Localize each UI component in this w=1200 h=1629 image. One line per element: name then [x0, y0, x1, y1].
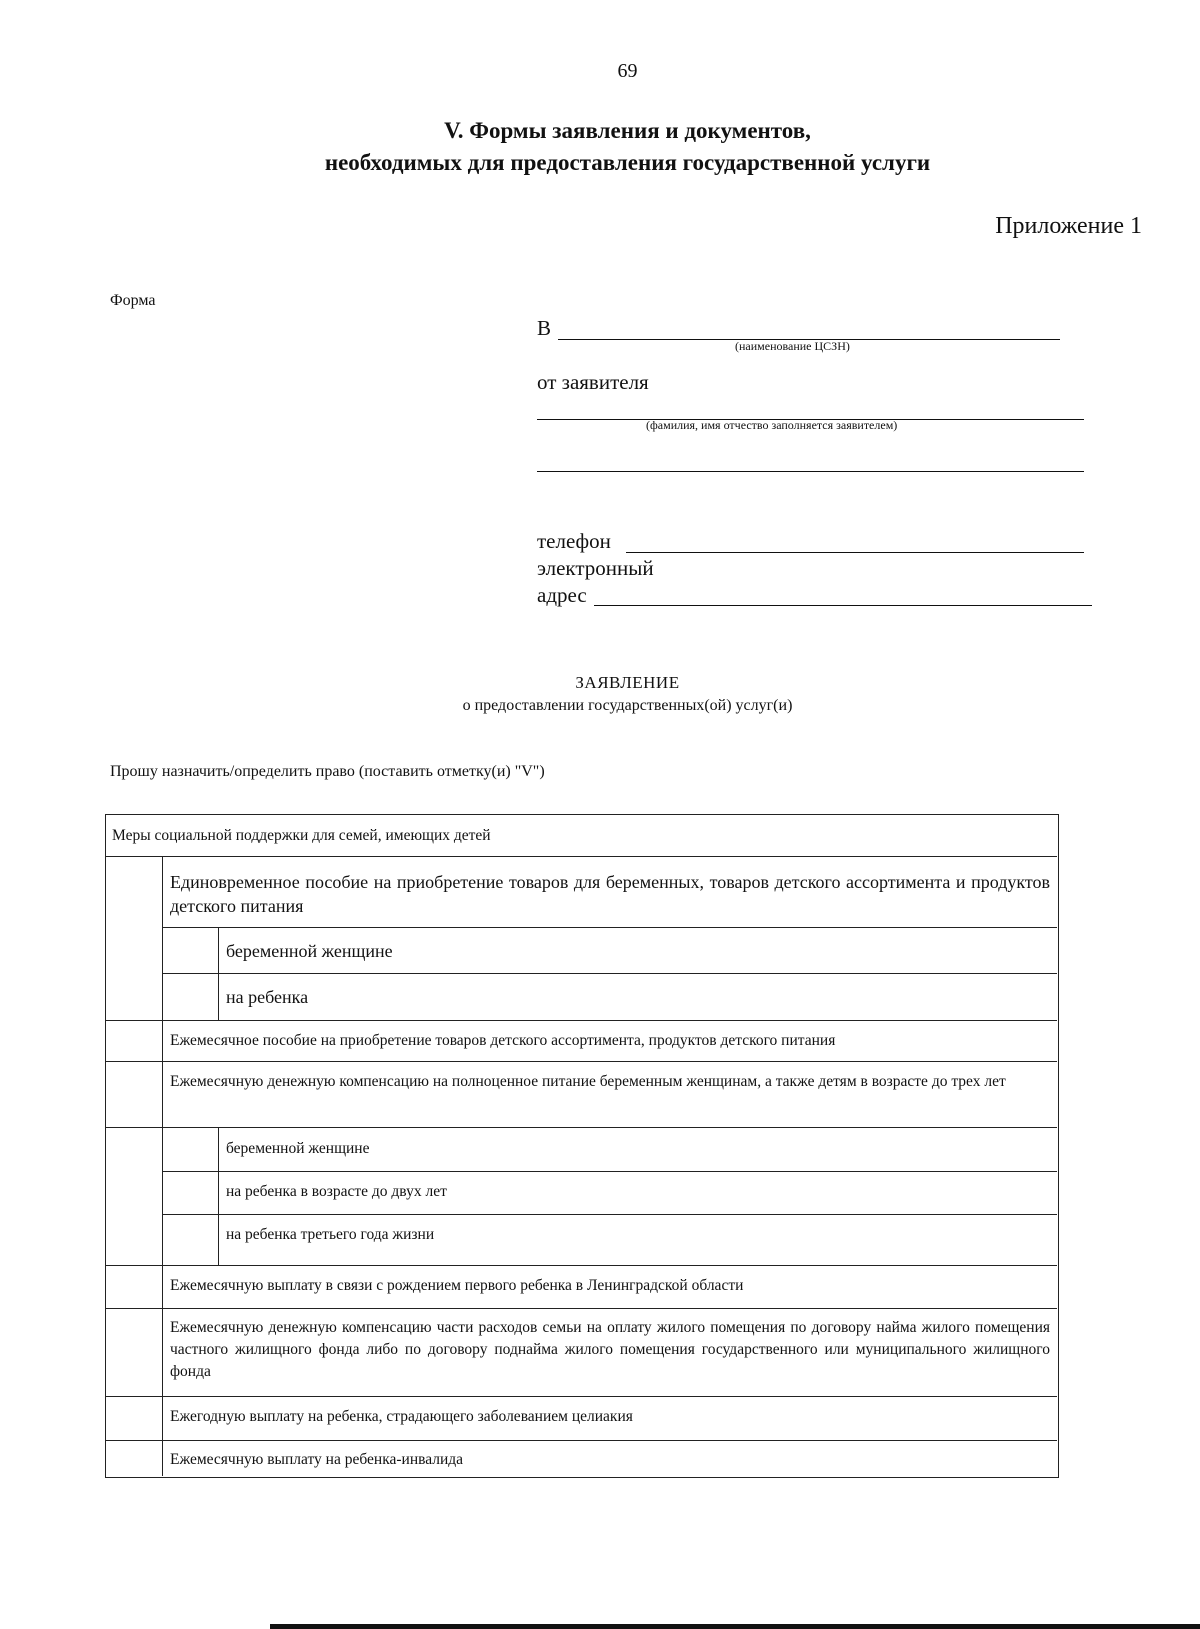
nutrition-under-two-label: на ребенка в возрасте до двух лет	[226, 1183, 447, 1200]
phone-field[interactable]	[626, 552, 1084, 553]
table-header: Меры социальной поддержки для семей, имеющих детей	[112, 827, 491, 844]
checkbox-housing-compensation[interactable]	[106, 1308, 162, 1396]
row-divider	[106, 1265, 1057, 1266]
checkbox-nutrition-compensation[interactable]	[106, 1061, 162, 1265]
to-prefix: В	[537, 316, 552, 340]
row-divider	[106, 1308, 1057, 1309]
support-measures-table	[105, 814, 1059, 1478]
housing-compensation-label: Ежемесячную денежную компенсацию части расходов семьи на оплату жилого помещения по договору найма жилого помещения частного жилищного фонда либо по договору поднайма жилого помещения государственного или муниципального жилищного фонда	[170, 1319, 1050, 1380]
form-label: Форма	[110, 292, 156, 309]
checkbox-monthly-allowance[interactable]	[106, 1020, 162, 1061]
statement-subtitle: о предоставлении государственных(ой) услуг(и)	[462, 697, 793, 714]
row-divider	[106, 1396, 1057, 1397]
checkbox-one-time-child[interactable]	[162, 973, 218, 1020]
email-label-line-1: электронный	[537, 556, 654, 580]
first-child-payment-label: Ежемесячную выплату в связи с рождением первого ребенка в Ленинградской области	[170, 1277, 744, 1294]
one-time-pregnant-label: беременной женщине	[226, 941, 393, 961]
checkbox-disabled-child-payment[interactable]	[106, 1440, 162, 1476]
request-text: Прошу назначить/определить право (поставить отметку(и) "V")	[110, 763, 545, 780]
to-caption: (наименование ЦСЗН)	[735, 339, 850, 353]
row-divider	[106, 856, 1057, 857]
from-caption: (фамилия, имя отчество заполняется заявителем)	[646, 418, 898, 432]
one-time-child-label: на ребенка	[226, 987, 309, 1007]
section-title-line-1: V. Формы заявления и документов,	[444, 118, 811, 143]
sub-checkbox-divider	[218, 927, 219, 1020]
row-divider	[106, 1440, 1057, 1441]
checkbox-nutrition-third-year[interactable]	[162, 1214, 218, 1265]
appendix-label: Приложение 1	[995, 213, 1142, 239]
nutrition-third-year-label: на ребенка третьего года жизни	[226, 1226, 435, 1243]
disabled-child-payment-label: Ежемесячную выплату на ребенка-инвалида	[170, 1451, 464, 1468]
sub-checkbox-divider	[218, 1127, 219, 1265]
email-label-line-2: адрес	[537, 583, 587, 607]
row-divider	[162, 927, 1057, 928]
row-divider	[162, 1171, 1057, 1172]
from-label: от заявителя	[537, 370, 649, 394]
section-title-line-2: необходимых для предоставления государственной услуги	[324, 150, 931, 175]
phone-label: телефон	[537, 529, 611, 553]
monthly-allowance-label: Ежемесячное пособие на приобретение товаров детского ассортимента, продуктов детского питания	[170, 1032, 836, 1049]
row-divider	[106, 1020, 1057, 1021]
page-number: 69	[617, 60, 638, 82]
checkbox-first-child-payment[interactable]	[106, 1265, 162, 1308]
checkbox-nutrition-under-two[interactable]	[162, 1171, 218, 1214]
email-field[interactable]	[594, 605, 1092, 606]
checkbox-one-time-allowance[interactable]	[106, 856, 162, 1020]
scan-edge-bar	[270, 1624, 1200, 1629]
checkbox-nutrition-pregnant[interactable]	[162, 1127, 218, 1171]
celiac-payment-label: Ежегодную выплату на ребенка, страдающего заболеванием целиакия	[170, 1408, 633, 1425]
one-time-allowance-label: Единовременное пособие на приобретение товаров для беременных, товаров детского ассортимента и продуктов детского питания	[170, 872, 1050, 916]
checkbox-celiac-payment[interactable]	[106, 1396, 162, 1440]
nutrition-pregnant-label: беременной женщине	[226, 1140, 370, 1157]
statement-title: ЗАЯВЛЕНИЕ	[575, 673, 680, 692]
applicant-name-field-2[interactable]	[537, 471, 1084, 472]
row-divider	[162, 973, 1057, 974]
row-divider	[106, 1127, 1057, 1128]
row-divider	[162, 1214, 1057, 1215]
row-divider	[106, 1061, 1057, 1062]
checkbox-one-time-pregnant[interactable]	[162, 927, 218, 973]
nutrition-compensation-label: Ежемесячную денежную компенсацию на полноценное питание беременным женщинам, а также детям в возрасте до трех лет	[170, 1073, 1006, 1090]
